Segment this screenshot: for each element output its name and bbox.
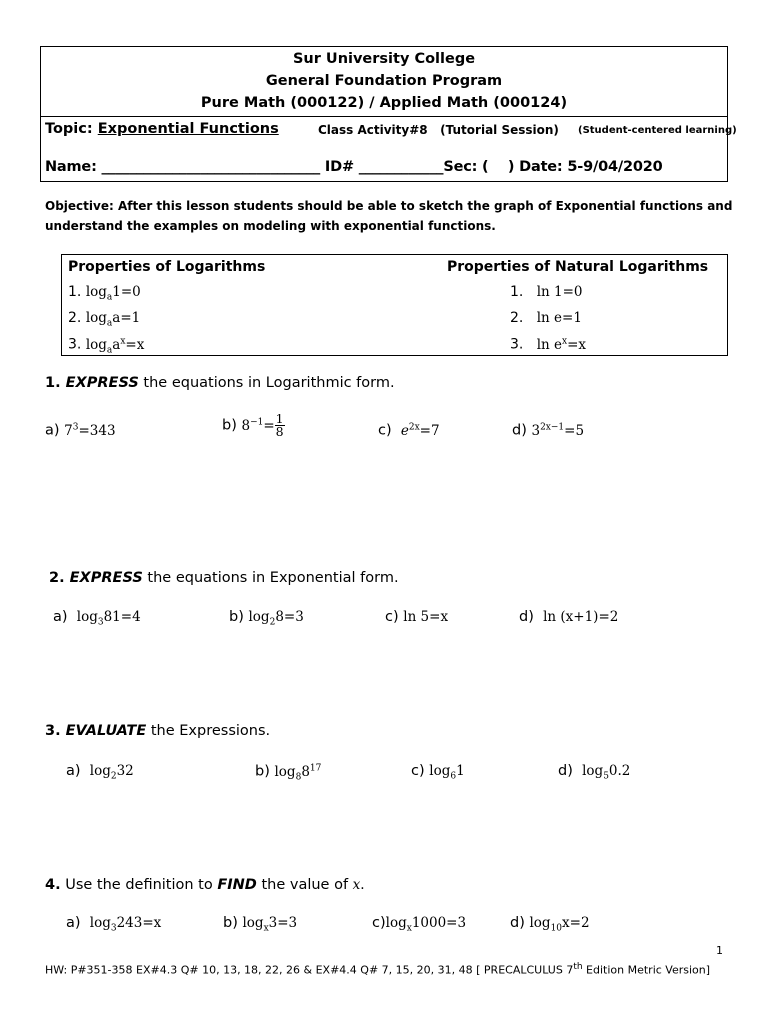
question-1-heading: 1. EXPRESS the equations in Logarithmic form. <box>45 375 395 391</box>
question-2b: b) $\log_28=3$ <box>229 609 304 628</box>
question-4d: d) $\log_{10}x=2$ <box>510 915 590 934</box>
log-properties-title: Properties of Logarithms <box>68 259 266 275</box>
institution-name: Sur University College <box>292 51 476 67</box>
question-2d: d) ln (x+1)=2 <box>519 609 619 625</box>
program-name: General Foundation Program <box>265 73 503 89</box>
ln-property-1: 1. ln 1=0 <box>510 284 583 300</box>
question-2-heading: 2. EXPRESS the equations in Exponential form. <box>49 570 399 586</box>
ln-property-2: 2. ln e=1 <box>510 310 582 326</box>
question-3a: a) $\log_232$ <box>66 763 134 782</box>
question-4b: b) $\log_x3=3$ <box>223 915 298 934</box>
topic-label: Topic: <box>45 121 98 137</box>
question-4-heading: 4. Use the definition to FIND the value of x. <box>45 877 365 893</box>
question-1a: a) $7^3=343$ <box>45 422 116 439</box>
log-property-2: 2. $\log_aa=1$ <box>68 310 141 329</box>
question-3b: b) $\log_88^{17}$ <box>255 763 322 783</box>
header-divider <box>40 116 728 117</box>
objective-line-2: understand the examples on modeling with exponential functions. <box>45 219 496 233</box>
log-property-1: 1. $\log_a1=0$ <box>68 284 141 303</box>
learning-label: (Student-centered learning) <box>578 125 737 136</box>
activity-label: Class Activity#8 (Tutorial Session) <box>318 123 559 137</box>
question-2c: c) ln 5=x <box>385 609 449 625</box>
question-4a: a) $\log_3243=x$ <box>66 915 162 934</box>
course-name: Pure Math (000122) / Applied Math (000124) <box>200 95 568 111</box>
question-3c: c) $\log_61$ <box>411 763 465 782</box>
question-4c: $c)\log_x1000=3$ <box>372 915 467 934</box>
page-number: 1 <box>716 944 723 957</box>
name-line: Name: _______________________________ ID# ____________Sec: ( ) Date: 5-9/04/2020 <box>45 159 663 175</box>
question-1d: d) $3^{2x-1}=5$ <box>512 422 585 439</box>
question-1b: b) $8^{-1}=$ $\frac{1}{8}$ <box>222 411 284 439</box>
question-2a: a) $\log_381=4$ <box>53 609 141 628</box>
ln-properties-title: Properties of Natural Logarithms <box>447 259 709 275</box>
topic <box>45 121 279 137</box>
ln-property-3: 3. $\ln e^x=x$ <box>510 336 587 353</box>
homework-line: HW: P#351-358 EX#4.3 Q# 10, 13, 18, 22, 26 & EX#4.4 Q# 7, 15, 20, 31, 48 [ PRECALCULUS 7th Edition Metric Version] <box>45 962 711 977</box>
log-property-3: 3. $\log_aa^x=x$ <box>68 336 145 356</box>
question-3d: d) $\log_50.2$ <box>558 763 631 782</box>
objective-line-1: Objective: After this lesson students should be able to sketch the graph of Exponential functions and <box>45 199 733 213</box>
question-1c: c) $e^{2x}=7$ <box>378 422 440 439</box>
topic-value: Exponential Functions <box>97 121 279 137</box>
question-3-heading: 3. EVALUATE the Expressions. <box>45 723 271 739</box>
